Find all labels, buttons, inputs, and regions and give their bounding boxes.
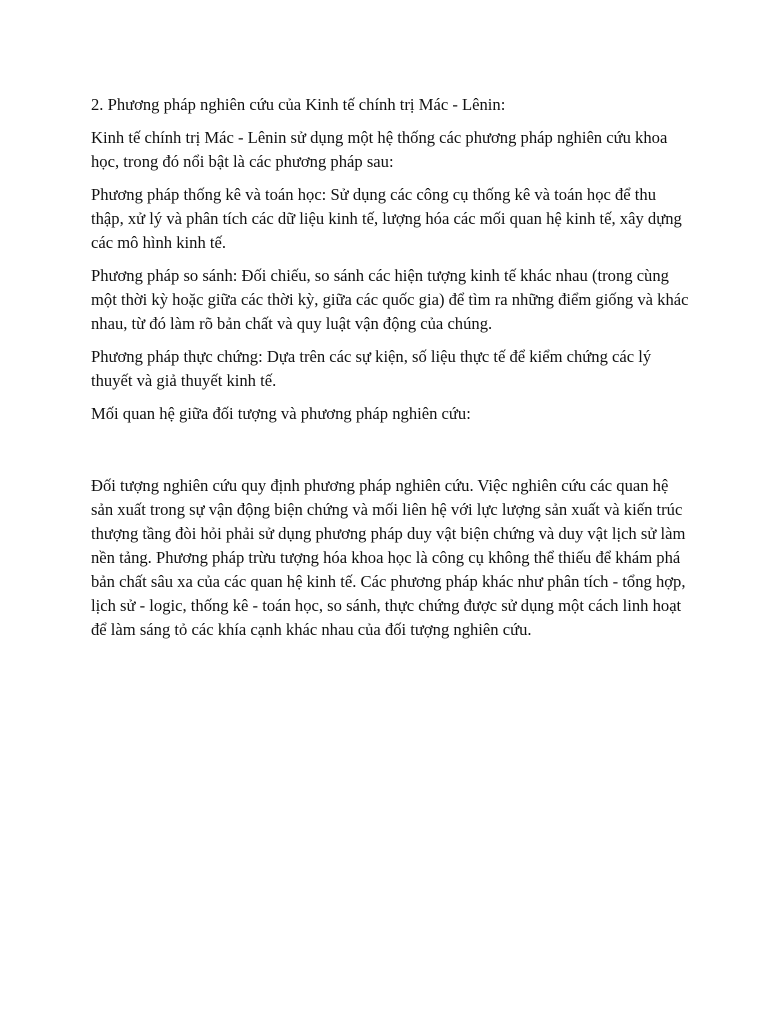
method-statistics-paragraph: Phương pháp thống kê và toán học: Sử dụng các công cụ thống kê và toán học để thu thập, xử lý và phân tích các dữ liệu kinh tế, lượng hóa các mối quan hệ kinh tế, xây dựng các mô hình kinh tế. xyxy=(91,185,682,252)
method-comparison-paragraph: Phương pháp so sánh: Đối chiếu, so sánh các hiện tượng kinh tế khác nhau (trong cùng một thời kỳ hoặc giữa các thời kỳ, giữa các quốc gia) để tìm ra những điểm giống và khác nhau, từ đó làm rõ bản chất và quy luật vận động của chúng. xyxy=(91,266,689,333)
method-positivist-paragraph: Phương pháp thực chứng: Dựa trên các sự kiện, số liệu thực tế để kiểm chứng các lý thuyết và giả thuyết kinh tế. xyxy=(91,347,652,390)
relationship-paragraph: Đối tượng nghiên cứu quy định phương pháp nghiên cứu. Việc nghiên cứu các quan hệ sản xuất trong sự vận động biện chứng và mối liên hệ với lực lượng sản xuất và kiến trúc thượng tầng đòi hỏi phải sử dụng phương pháp duy vật biện chứng và duy vật lịch sử làm nền tảng. Phương pháp trừu tượng hóa khoa học là công cụ không thể thiếu để khám phá bản chất sâu xa của các quan hệ kinh tế. Các phương pháp khác như phân tích - tổng hợp, lịch sử - logic, thống kê - toán học, so sánh, thực chứng được sử dụng một cách linh hoạt để làm sáng tỏ các khía cạnh khác nhau của đối tượng nghiên cứu. xyxy=(91,476,686,639)
intro-paragraph: Kinh tế chính trị Mác - Lênin sử dụng một hệ thống các phương pháp nghiên cứu khoa học, trong đó nổi bật là các phương pháp sau: xyxy=(91,128,668,171)
relationship-heading: Mối quan hệ giữa đối tượng và phương pháp nghiên cứu: xyxy=(91,404,471,423)
section-heading: 2. Phương pháp nghiên cứu của Kinh tế chính trị Mác - Lênin: xyxy=(91,95,506,114)
document-body xyxy=(91,93,691,651)
